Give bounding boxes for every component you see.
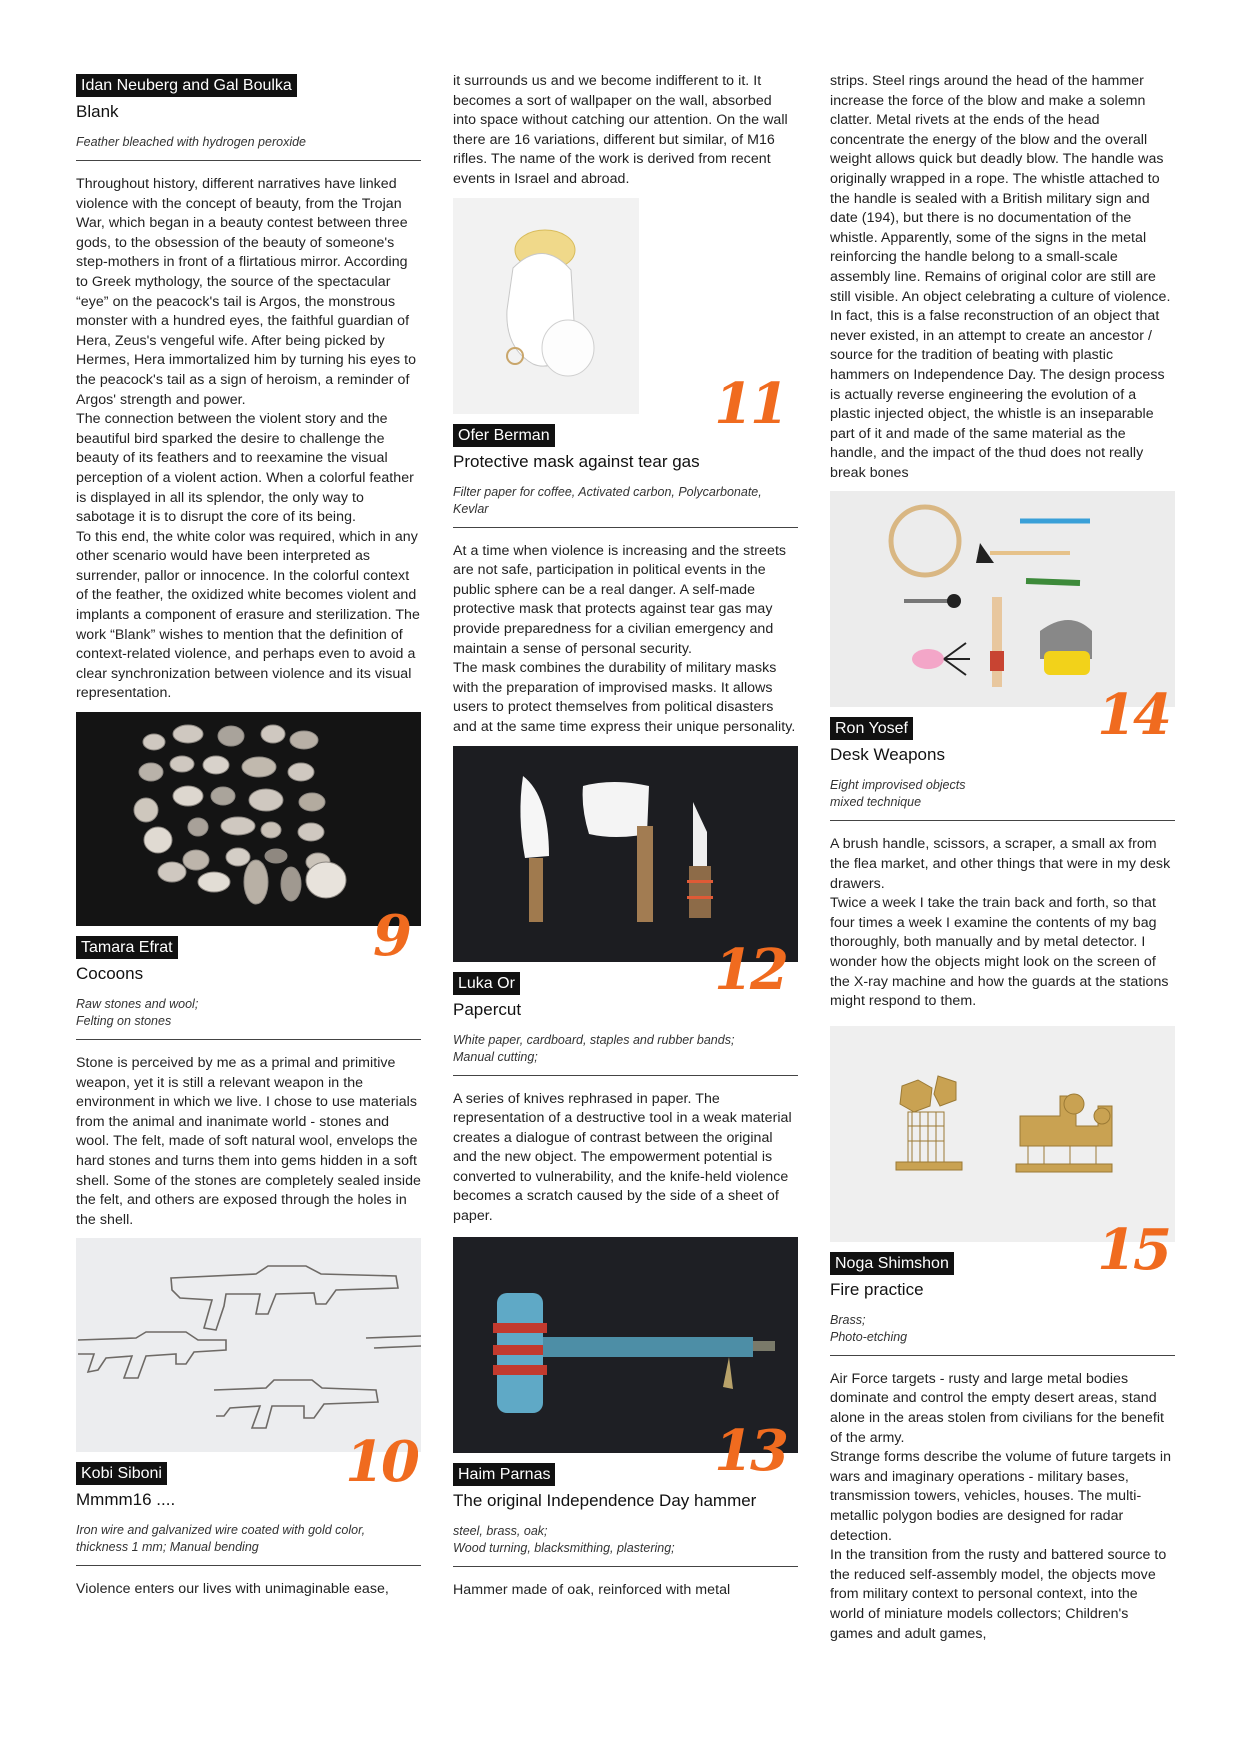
artist-label: Ron Yosef xyxy=(830,717,913,740)
body-text: To this end, the white color was required, which in any other scenario would have been interpreted as surrender, pallor or innocence. In the colorful context of the feather, the oxidized white becomes violent and implants a component of erasure and sterilization. The work “Blank” wishes to mention that the definition of context-related violence, and perhaps even to avoid a clear synchronization between violence and its visual representation. xyxy=(76,528,420,702)
materials-line: thickness 1 mm; Manual bending xyxy=(76,1540,259,1555)
work-title: The original Independence Day hammer xyxy=(453,1490,757,1510)
body-text: Air Force targets - rusty and large metal bodies dominate and control the empty desert areas, stand alone in the areas stolen from civilians for the benefit of the army. xyxy=(830,1370,1165,1446)
figure-number: 11 xyxy=(714,370,786,437)
photo-fire-practice xyxy=(830,1026,1175,1242)
materials-line: mixed technique xyxy=(830,795,922,810)
body-text: At a time when violence is increasing and the streets are not safe, participation in political events in the public sphere can be a real danger. A self-made protective mask that protects against tear gas may provide preparedness for a civilian emergency and maintain a sense of personal security. xyxy=(453,542,787,657)
entry-papercut xyxy=(453,972,798,1227)
body-text: A brush handle, scissors, a scraper, a small ax from the flea market, and other things that were in my desk drawers. xyxy=(830,836,1171,892)
work-materials xyxy=(453,1522,798,1558)
materials-line: steel, brass, oak; xyxy=(453,1523,548,1538)
work-materials xyxy=(76,1521,421,1557)
divider xyxy=(76,160,421,161)
work-title: Mmmm16 .... xyxy=(76,1490,176,1510)
materials-line: Felting on stones xyxy=(76,1014,172,1029)
artist-label: Tamara Efrat xyxy=(76,936,178,959)
work-title: Papercut xyxy=(453,999,522,1019)
divider xyxy=(453,1075,798,1076)
materials-line: Eight improvised objects xyxy=(830,778,966,793)
work-title: Blank xyxy=(76,102,119,121)
work-materials xyxy=(453,1031,798,1067)
materials-line: Photo-etching xyxy=(830,1329,908,1344)
divider xyxy=(76,1039,421,1040)
work-materials xyxy=(76,995,421,1031)
column-2 xyxy=(453,74,798,1600)
work-materials xyxy=(830,776,1175,812)
column-3 xyxy=(830,74,1175,1644)
body-text: In the transition from the rusty and battered source to the reduced self-assembly model, the objects move from military context to personal context, into the world of miniature models collectors; Children's games and adult games, xyxy=(830,1547,1167,1642)
divider xyxy=(830,1355,1175,1356)
photo-mask xyxy=(453,198,639,414)
figure-number: 14 xyxy=(1097,682,1169,749)
body-text: Twice a week I take the train back and forth, so that four times a week I examine the contents of my bag thoroughly, both manually and by metal detector. I wonder how the objects might look on the screen of the X-ray machine and how the guards at the stations might respond to them. xyxy=(830,895,1169,1010)
figure-number: 9 xyxy=(373,903,409,970)
column-1 xyxy=(76,74,421,1600)
wire-rifles-illustration xyxy=(76,1238,421,1452)
divider xyxy=(830,820,1175,821)
body-text: The mask combines the durability of military masks with the preparation of improvised masks. It allows users to protect themselves from political disasters and at the same time express their unique personality. xyxy=(453,660,796,735)
materials-line: Iron wire and galvanized wire coated with gold color, xyxy=(76,1523,366,1538)
body-text: Hammer made of oak, reinforced with metal xyxy=(453,1581,731,1598)
materials-line: Filter paper for coffee, Activated carbon, Polycarbonate, xyxy=(453,484,762,499)
paper-knives-illustration xyxy=(453,746,798,962)
body-text: Strange forms describe the volume of future targets in wars and imaginary operations - military bases, transmission towers, vehicles, houses. The multi-metallic polygon bodies are designed for radar detection. xyxy=(830,1449,1172,1544)
work-materials xyxy=(830,1311,1175,1347)
body-text: it surrounds us and we become indifferent to it. It becomes a sort of wallpaper on the wall, absorbed into space without catching our attention. On the wall there are 16 variations, different but similar, of M16 rifles. The name of the work is derived from recent events in Israel and abroad. xyxy=(453,73,788,187)
photo-paper-knives xyxy=(453,746,798,962)
body-text: The connection between the violent story and the beautiful bird sparked the desire to challenge the beauty of its feathers and to reexamine the visual perception of a violent action. When a colorful feather is displayed in all its splendor, the only way to sabotage it is to disrupt the core of its being. xyxy=(76,411,414,526)
photo-rifles xyxy=(76,1238,421,1452)
figure-number: 12 xyxy=(714,936,786,1003)
body-text: Violence enters our lives with unimaginable ease, xyxy=(76,1581,389,1598)
photo-stones xyxy=(76,712,421,926)
materials-line: Kevlar xyxy=(453,501,489,516)
figure-number: 15 xyxy=(1097,1216,1169,1283)
materials-line: Raw stones and wool; xyxy=(76,997,199,1012)
divider xyxy=(453,527,798,528)
materials-line: Brass; xyxy=(830,1312,866,1327)
materials-line: Manual cutting; xyxy=(453,1049,538,1064)
stones-illustration xyxy=(76,712,421,926)
work-title: Protective mask against tear gas xyxy=(453,451,700,471)
artist-label: Ofer Berman xyxy=(453,424,555,447)
artist-label: Haim Parnas xyxy=(453,1463,555,1486)
artist-label: Idan Neuberg and Gal Boulka xyxy=(76,74,297,97)
work-materials xyxy=(76,133,421,152)
body-text: A series of knives rephrased in paper. The representation of a destructive tool in a weak material creates a dialogue of contrast between the original and the new object. The empowerment potential is converted to vulnerability, and the knife-held violence becomes a scratch caused by the side of a sheet of paper. xyxy=(453,1090,792,1225)
entry-protective-mask xyxy=(453,424,798,738)
entry-blank xyxy=(76,74,421,704)
work-title: Cocoons xyxy=(76,964,144,984)
figure-number: 13 xyxy=(714,1417,786,1484)
photo-desk-weapons xyxy=(830,491,1175,707)
materials-line: Wood turning, blacksmithing, plastering; xyxy=(453,1540,675,1555)
divider xyxy=(453,1566,798,1567)
materials-line: White paper, cardboard, staples and rubber bands; xyxy=(453,1032,735,1047)
body-text: Stone is perceived by me as a primal and primitive weapon, yet it is still a relevant weapon in the environment in which we live. I chose to use materials from the animal and inanimate world - stones and wool. The felt, made of soft natural wool, envelops the hard stones and turns them into gems hidden in a soft shell. Some of the stones are completely sealed inside the felt, and others are exposed through the holes in the shell. xyxy=(76,1055,421,1228)
work-title: Fire practice xyxy=(830,1279,924,1299)
artist-label: Kobi Siboni xyxy=(76,1462,167,1485)
work-materials xyxy=(453,483,798,519)
divider xyxy=(76,1565,421,1566)
entry-fire-practice xyxy=(830,1252,1175,1644)
artist-label: Noga Shimshon xyxy=(830,1252,954,1275)
entry-cocoons xyxy=(76,936,421,1230)
figure-number: 10 xyxy=(345,1429,417,1496)
materials-line: Feather bleached with hydrogen peroxide xyxy=(76,135,307,149)
entry-desk-weapons xyxy=(830,717,1175,1011)
body-text: Throughout history, different narratives have linked violence with the concept of beauty, from the Trojan War, which began in a beauty contest between three gods, to the obsession of the beauty of someone's step-mothers in front of a flirtatious mirror. According to Greek mythology, the source of the spectacular “eye” on the peacock's tail is Argos, the monstrous monster with a hundred eyes, the faithful guardian of Hera, Zeus's vengeful wife. After being picked by Hermes, Hera immortalized him by turning his eyes to the peacock's tail as a sign of heroism, a reminder of Argos' strength and power. xyxy=(76,176,417,408)
mask-illustration xyxy=(453,198,639,414)
work-title: Desk Weapons xyxy=(830,745,945,765)
brass-models-illustration xyxy=(830,1026,1175,1242)
body-text: strips. Steel rings around the head of the hammer increase the force of the blow and make a solemn clatter. Metal rivets at the ends of the head concentrate the energy of the blow and the overall weight allows quick but deadly blow. The handle was originally wrapped in a rope. The whistle attached to the handle is sealed with a British military sign and date (194), but there is no documentation of the whistle. Apparently, some of the signs in the metal reinforcing the handle belong to a small-scale assembly line. Remains of original color are still are still visible. An object celebrating a culture of violence. In fact, this is a false reconstruction of an object that never existed, in an attempt to create an ancestor / source for the tradition of beating with plastic hammers on Independence Day. The design process is actually reverse engineering the evolution of a plastic injected object, the whistle is an inseparable part of it and made of the same material as the handle, and the impact of the thud does not really break bones xyxy=(830,73,1171,481)
artist-label: Luka Or xyxy=(453,972,520,995)
desk-weapons-illustration xyxy=(830,491,1175,707)
